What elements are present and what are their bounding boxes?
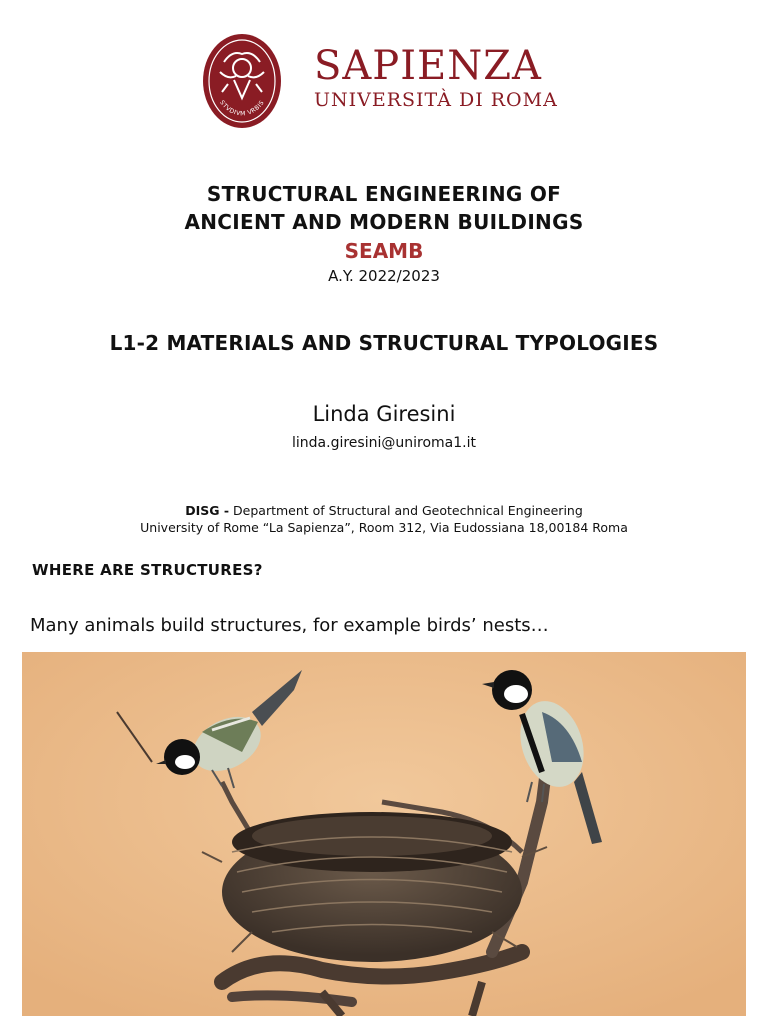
university-subtitle: UNIVERSITÀ DI ROMA [314, 89, 558, 111]
seal-motto: STVDIVM VRBIS [218, 99, 266, 118]
university-logo [198, 28, 558, 136]
academic-year: A.Y. 2022/2023 [328, 267, 440, 285]
university-wordmark [314, 44, 558, 112]
section-caption: Many animals build structures, for example birds’ nests… [30, 615, 549, 636]
author-name: Linda Giresini [312, 402, 456, 426]
author-email: linda.giresini@uniroma1.it [292, 435, 476, 451]
birds-nest-illustration [22, 652, 746, 1016]
department-name: Department of Structural and Geotechnical Engineering [233, 503, 583, 518]
sapienza-seal-icon [202, 32, 282, 130]
course-acronym: SEAMB [344, 239, 424, 263]
course-title [0, 180, 768, 236]
section-question: WHERE ARE STRUCTURES? [32, 561, 263, 579]
university-name: SAPIENZA [314, 43, 542, 89]
department-address: University of Rome “La Sapienza”, Room 312, Via Eudossiana 18,00184 Roma [140, 520, 628, 535]
course-title-line-1: STRUCTURAL ENGINEERING OF [206, 182, 562, 206]
birds-nest-photo [22, 652, 746, 1016]
lecture-title: L1-2 MATERIALS AND STRUCTURAL TYPOLOGIES [109, 331, 659, 355]
department-line [0, 502, 768, 519]
department-info [0, 502, 768, 536]
department-abbr: DISG - [185, 503, 230, 518]
course-title-line-2: ANCIENT AND MODERN BUILDINGS [184, 210, 584, 234]
